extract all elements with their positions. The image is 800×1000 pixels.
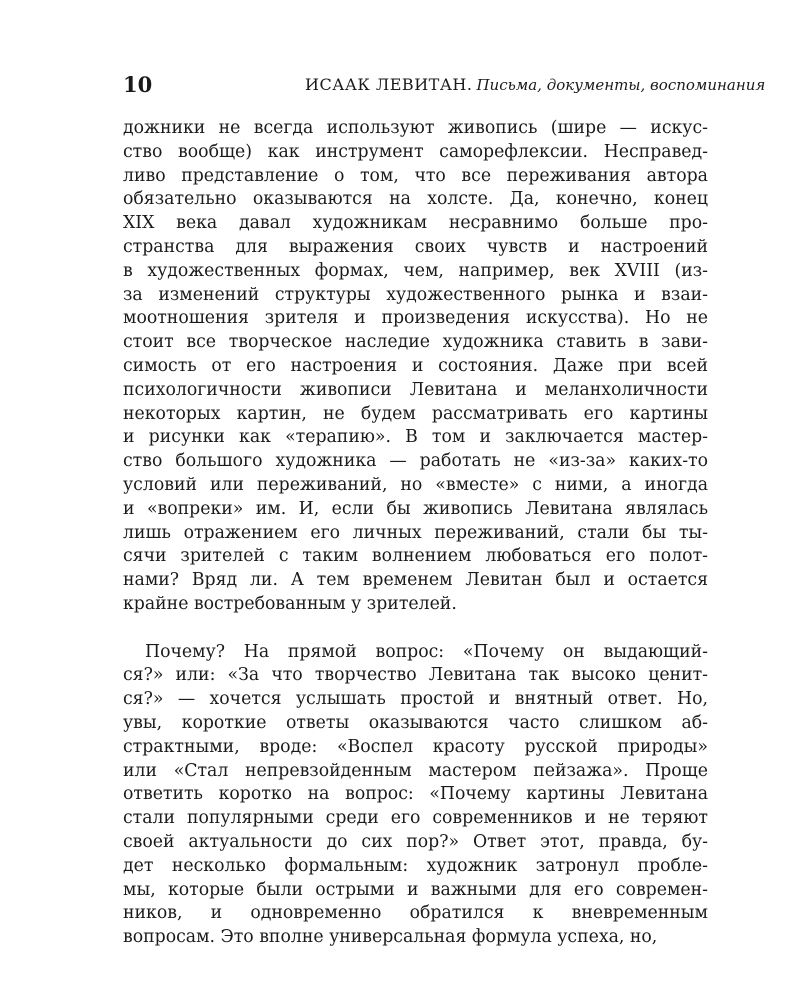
running-head-author: ИСААК ЛЕВИТАН. bbox=[305, 75, 473, 94]
page-number: 10 bbox=[123, 72, 153, 97]
running-head bbox=[305, 70, 766, 101]
text-line: стоит все творческое наследие художника ставить в зави- bbox=[123, 332, 708, 353]
text-line: психологичности живописи Левитана и меланхоличности bbox=[123, 379, 708, 400]
text-line: в художественных формах, чем, например, век XVIII (из- bbox=[123, 260, 708, 281]
text-line: вопросам. Это вполне универсальная формула успеха, но, bbox=[123, 927, 658, 948]
text-line: дет несколько формальным: художник затронул пробле- bbox=[123, 855, 708, 876]
text-line: нами? Вряд ли. А тем временем Левитан был и остается bbox=[123, 570, 708, 591]
text-line: и рисунки как «терапию». В том и заключается мастер- bbox=[123, 427, 708, 448]
text-line: или «Стал непревзойденным мастером пейзажа». Проще bbox=[123, 760, 708, 781]
text-line: сячи зрителей с таким волнением любоваться его полот- bbox=[123, 546, 708, 567]
text-line: и «вопреки» им. И, если бы живопись Левитана являлась bbox=[123, 498, 708, 519]
text-line: дожники не всегда используют живопись (шире — искус- bbox=[123, 118, 708, 138]
text-line: симость от его настроения и состояния. Даже при всей bbox=[123, 355, 708, 376]
text-line: ся?» — хочется услышать простой и внятный ответ. Но, bbox=[123, 689, 708, 710]
paragraph bbox=[123, 117, 708, 617]
paragraph bbox=[123, 641, 708, 950]
text-line: условий или переживаний, но «вместе» с ними, а иногда bbox=[123, 474, 708, 495]
text-line: XIX века давал художникам несравнимо больше про- bbox=[123, 213, 708, 234]
text-line: странства для выражения своих чувств и настроений bbox=[123, 236, 708, 257]
text-line: ответить коротко на вопрос: «Почему картины Левитана bbox=[123, 784, 708, 805]
running-head-subtitle: Письма, документы, воспоминания bbox=[476, 76, 766, 94]
text-line: своей актуальности до сих пор?» Ответ этот, правда, бу- bbox=[123, 831, 708, 852]
text-line: моотношения зрителя и произведения искусства). Но не bbox=[123, 308, 708, 329]
text-line: обязательно оказываются на холсте. Да, конечно, конец bbox=[123, 189, 708, 210]
body-text bbox=[123, 117, 708, 950]
text-line: ников, и одновременно обратился к вневременным bbox=[123, 903, 708, 924]
text-line: за изменений структуры художественного рынка и взаи- bbox=[123, 284, 708, 305]
text-line: лишь отражением его личных переживаний, стали бы ты- bbox=[123, 522, 708, 543]
text-line: крайне востребованным у зрителей. bbox=[123, 593, 457, 614]
text-line: ство большого художника — работать не «из-за» каких-то bbox=[123, 451, 708, 472]
text-line: Почему? На прямой вопрос: «Почему он выдающий- bbox=[145, 641, 708, 662]
text-line: увы, короткие ответы оказываются часто слишком аб- bbox=[123, 712, 708, 733]
text-line: ливо представление о том, что все переживания автора bbox=[123, 165, 708, 186]
text-line: стали популярными среди его современников и не теряют bbox=[123, 808, 708, 829]
text-line: страктными, вроде: «Воспел красоту русской природы» bbox=[123, 736, 708, 757]
text-line: некоторых картин, не будем рассматривать его картины bbox=[123, 403, 708, 424]
text-line: мы, которые были острыми и важными для его современ- bbox=[123, 879, 708, 900]
text-line: ся?» или: «За что творчество Левитана так высоко ценит- bbox=[123, 665, 708, 686]
text-line: ство вообще) как инструмент саморефлексии. Несправед- bbox=[123, 141, 708, 162]
